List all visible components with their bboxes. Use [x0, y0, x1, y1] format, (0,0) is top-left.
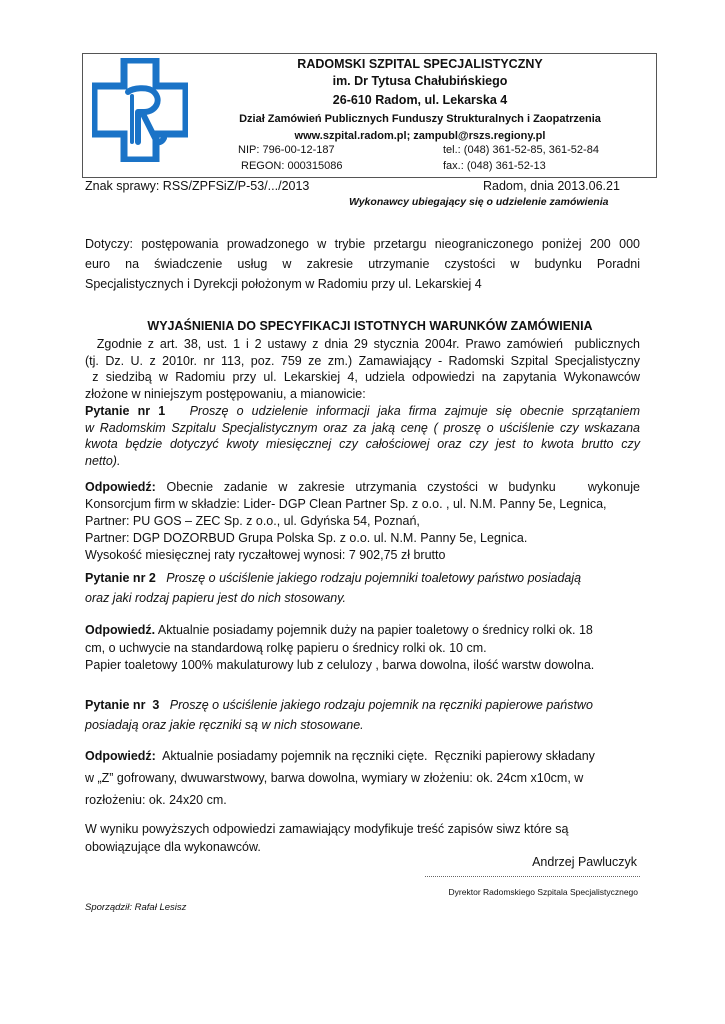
website-email: www.szpital.radom.pl; zampubl@rszs.regiony.pl [294, 130, 546, 142]
question-text: w Radomskim Szpitalu Specjalistycznym oraz za jaką cenę ( proszę o uściślenie czy wskazana [85, 420, 640, 435]
answer-label: Odpowiedź: [85, 749, 156, 763]
answer-2 [85, 622, 640, 675]
answer-text: Papier toaletowy 100% makulaturowy lub z celulozy , barwa dowolna, ilość warstw dowolna. [85, 658, 595, 672]
question-text: netto). [85, 453, 121, 468]
subject-line: euro na świadczenie usług w zakresie utrzymanie czystości w budynku Poradni [85, 257, 640, 271]
question-2 [85, 568, 640, 608]
question-text: posiadają oraz jakie ręczniki są w nich stosowane. [85, 718, 364, 732]
closing-line: W wyniku powyższych odpowiedzi zamawiający modyfikuje treść zapisów siwz które są [85, 822, 569, 836]
answer-text: Partner: DGP DOZORBUD Grupa Polska Sp. z o.o. ul. N.M. Panny 5e, Legnica. [85, 531, 528, 545]
intro-line: (tj. Dz. U. z 2010r. nr 113, poz. 759 ze zm.) Zamawiający - Radomski Szpital Specjalistyczny [85, 353, 640, 368]
closing-paragraph [85, 820, 640, 856]
signature-line [425, 876, 640, 877]
question-1 [85, 403, 640, 469]
signatory-title: Dyrektor Radomskiego Szpitala Specjalistycznego [448, 887, 638, 897]
answer-text: Aktualnie posiadamy pojemnik na ręczniki cięte. Ręczniki papierowy składany [155, 749, 595, 763]
answer-text: Obecnie zadanie w zakresie utrzymania czystości w budynku wykonuje [155, 480, 640, 494]
subject-paragraph [85, 234, 640, 294]
hospital-name: RADOMSKI SZPITAL SPECJALISTYCZNY [297, 57, 543, 71]
question-text: Proszę o uściślenie jakiego rodzaju pojemnik na ręczniki papierowe państwo [159, 698, 593, 712]
intro-line: złożone w niniejszym postępowaniu, a mianowicie: [85, 386, 366, 401]
closing-line: obowiązujące dla wykonawców. [85, 840, 261, 854]
answer-text: cm, o uchwycie na standardową rolkę papieru o średnicy rolki ok. 10 cm. [85, 640, 487, 655]
question-text: kwota będzie dotyczyć kwoty miesięcznej czy całościowej oraz czy jest to kwota brutto czy [85, 437, 640, 451]
fax: fax.: (048) 361-52-13 [443, 160, 546, 172]
question-3 [85, 695, 640, 735]
answer-label: Odpowiedź: [85, 480, 156, 494]
section-title: WYJAŚNIENIA DO SPECYFIKACJI ISTOTNYCH WARUNKÓW ZAMÓWIENIA [147, 319, 593, 333]
answer-text: Konsorcjum firm w składzie: Lider- DGP Clean Partner Sp. z o.o. , ul. N.M. Panny 5e, Legnica, [85, 497, 607, 511]
department-name: Dział Zamówień Publicznych Funduszy Strukturalnych i Zaopatrzenia [239, 113, 601, 125]
answer-text: Wysokość miesięcznej raty ryczałtowej wynosi: 7 902,75 zł brutto [85, 548, 446, 562]
question-label: Pytanie nr 3 [85, 698, 160, 712]
answer-text: w „Z” gofrowany, dwuwarstwowy, barwa dowolna, wymiary w złożeniu: ok. 24cm x10cm, w [85, 771, 584, 785]
question-text: Proszę o uściślenie jakiego rodzaju pojemniki toaletowy państwo posiadają [155, 571, 582, 585]
regon-number: REGON: 000315086 [241, 160, 343, 172]
question-label: Pytanie nr 2 [85, 571, 156, 585]
subject-line: Dotyczy: postępowania prowadzonego w trybie przetargu nieograniczonego poniżej 200 000 [85, 237, 640, 251]
signatory-name: Andrzej Pawluczyk [532, 855, 637, 869]
hospital-logo-icon [92, 58, 188, 162]
nip-number: NIP: 796-00-12-187 [238, 144, 335, 156]
letterhead-text [200, 56, 640, 144]
answer-1 [85, 479, 640, 564]
hospital-address: 26-610 Radom, ul. Lekarska 4 [332, 93, 508, 107]
case-reference: Znak sprawy: RSS/ZPFSiZ/P-53/.../2013 [85, 179, 310, 193]
prepared-by: Sporządził: Rafał Lesisz [85, 902, 187, 913]
recipient: Wykonawcy ubiegający się o udzielenie zamówienia [349, 196, 609, 208]
answer-text: rozłożeniu: ok. 24x20 cm. [85, 793, 227, 807]
answer-text: Partner: PU GOS – ZEC Sp. z o.o., ul. Gdyńska 54, Poznań, [85, 514, 420, 528]
answer-label: Odpowiedź. [85, 623, 156, 637]
intro-line: z siedzibą w Radomiu przy ul. Lekarskiej 4, udziela odpowiedzi na zapytania Wykonawców [85, 370, 640, 384]
hospital-patron: im. Dr Tytusa Chałubińskiego [332, 74, 508, 88]
subject-line: Specjalistycznych i Dyrekcji położonym w Radomiu przy ul. Lekarskiej 4 [85, 277, 482, 291]
telephone: tel.: (048) 361-52-85, 361-52-84 [443, 144, 599, 156]
answer-3 [85, 745, 640, 811]
question-text: Proszę o udzielenie informacji jaka firma zajmuje się obecnie sprzątaniem [165, 404, 640, 418]
letter-date: Radom, dnia 2013.06.21 [483, 179, 620, 193]
answer-text: Aktualnie posiadamy pojemnik duży na papier toaletowy o średnicy rolki ok. 18 [155, 623, 593, 637]
question-text: oraz jaki rodzaj papieru jest do nich stosowany. [85, 591, 347, 605]
intro-line: Zgodnie z art. 38, ust. 1 i 2 ustawy z dnia 29 stycznia 2004r. Prawo zamówień publicznych [85, 337, 640, 351]
question-label: Pytanie nr 1 [85, 404, 166, 418]
intro-paragraph [85, 336, 640, 402]
